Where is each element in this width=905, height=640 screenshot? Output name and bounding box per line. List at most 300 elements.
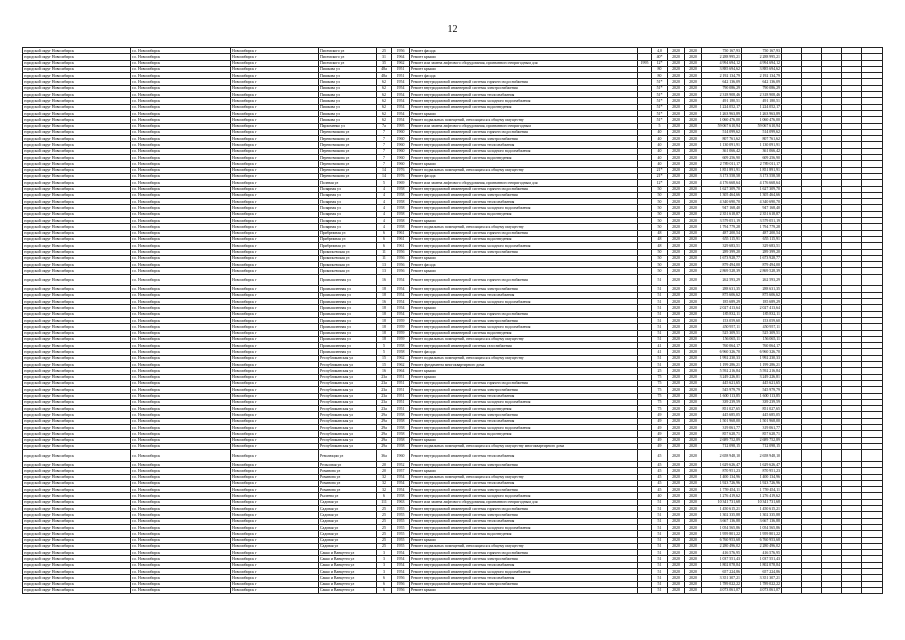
cell-blank	[638, 450, 652, 462]
cell-cost: 416 576,95	[702, 550, 742, 556]
cell-house: 3	[377, 569, 392, 575]
cell-street: Республиканская ул	[319, 443, 377, 449]
cell-district: городской округ Новосибирск	[23, 431, 131, 437]
cell-cost: 288 631,35	[702, 286, 742, 292]
cell-plan-year2: 2020	[685, 54, 702, 60]
cell-house: 62	[377, 104, 392, 110]
cell-municipality: г.о. Новосибирск	[131, 268, 231, 274]
cell-house: 11	[377, 249, 392, 255]
cell-plan-year2: 2020	[685, 543, 702, 549]
cell-locality: Новосибирск г	[231, 286, 319, 292]
cell-locality: Новосибирск г	[231, 437, 319, 443]
cell-locality: Новосибирск г	[231, 305, 319, 311]
cell-plan-year2: 2020	[685, 85, 702, 91]
cell-plan-year2: 2020	[685, 462, 702, 468]
cell-built-year: 1955	[392, 524, 410, 530]
cell-house: 25	[377, 524, 392, 530]
cell-plan-year: 2020	[668, 587, 685, 593]
cell-cost2: 450 957,11	[742, 324, 782, 330]
cell-house: 23а	[377, 399, 392, 405]
cell-municipality: г.о. Новосибирск	[131, 249, 231, 255]
cell-municipality: г.о. Новосибирск	[131, 362, 231, 368]
cell-house: 20	[377, 462, 392, 468]
cell-built-year: 1954	[392, 311, 410, 317]
cell-work: Ремонт внутридомовой инженерной системы водоотведения	[410, 431, 638, 437]
cell-cost: 6 760 953,68	[702, 537, 742, 543]
cell-work: Ремонт внутридомовой инженерной системы электроснабжения	[410, 412, 638, 418]
cell-house: 25	[377, 543, 392, 549]
cell-street: Республиканская ул	[319, 355, 377, 361]
cell-cost: 445 685,05	[702, 412, 742, 418]
cell-repair-year: 75	[652, 374, 668, 380]
cell-plan-year2: 2020	[685, 380, 702, 386]
cell-work: Ремонт внутридомовой инженерной системы электроснабжения	[410, 249, 638, 255]
cell-cost2: 1 054 565,86	[742, 524, 782, 530]
cell-built-year: 1951	[392, 66, 410, 72]
cell-cost: 2 192 134,79	[702, 73, 742, 79]
cell-municipality: г.о. Новосибирск	[131, 518, 231, 524]
cell-work: Ремонт внутридомовой инженерной системы холодного водоснабжения	[410, 493, 638, 499]
cell-repair-year: 51	[652, 299, 668, 305]
cell-plan-year2: 2020	[685, 218, 702, 224]
cell-plan-year: 2020	[668, 205, 685, 211]
cell-plan-year2: 2020	[685, 480, 702, 486]
cell-house: 18	[377, 317, 392, 323]
cell-cost: 3 173 558,58	[702, 173, 742, 179]
cell-municipality: г.о. Новосибирск	[131, 117, 231, 123]
cell-repair-year: 51	[652, 556, 668, 562]
cell-plan-year2: 2020	[685, 286, 702, 292]
cell-work: Ремонт внутридомовой инженерной системы холодного водоснабжения	[410, 399, 638, 405]
cell-municipality: г.о. Новосибирск	[131, 73, 231, 79]
cell-built-year: 1954	[392, 274, 410, 286]
cell-street: Республиканская ул	[319, 418, 377, 424]
cell-district: городской округ Новосибирск	[23, 524, 131, 530]
cell-cost2: 1 629 626,47	[742, 462, 782, 468]
cell-work: Ремонт крыши	[410, 368, 638, 374]
cell-district: городской округ Новосибирск	[23, 148, 131, 154]
cell-built-year: 1964	[392, 54, 410, 60]
cell-work: Ремонт крыши	[410, 255, 638, 261]
cell-plan-year: 2020	[668, 249, 685, 255]
cell-district: городской округ Новосибирск	[23, 173, 131, 179]
cell-work: Ремонт внутридомовой инженерной системы горячего водоснабжения	[410, 506, 638, 512]
cell-plan-year2: 2020	[685, 524, 702, 530]
cell-street: Прибрежная ул	[319, 236, 377, 242]
cell-plan-year: 2020	[668, 443, 685, 449]
cell-district: городской округ Новосибирск	[23, 480, 131, 486]
cell-built-year: 1954	[392, 79, 410, 85]
cell-work: Ремонт внутридомовой инженерной системы горячего водоснабжения	[410, 230, 638, 236]
cell-cost2: 416 576,95	[742, 550, 782, 556]
cell-built-year: 1958	[392, 186, 410, 192]
cell-street: Полярная ул	[319, 192, 377, 198]
cell-municipality: г.о. Новосибирск	[131, 129, 231, 135]
cell-cost2: 1 923 726,96	[742, 480, 782, 486]
cell-district: городской округ Новосибирск	[23, 324, 131, 330]
cell-cost2: 1 759 454,11	[742, 487, 782, 493]
cell-street: Сакко и Ванцетти ул	[319, 575, 377, 581]
cell-blank: 1995	[638, 60, 652, 66]
cell-c3	[822, 587, 842, 593]
cell-cost: 545 979,79	[702, 387, 742, 393]
cell-cost: 262 593,29	[702, 274, 742, 286]
cell-house: 29а	[377, 425, 392, 431]
cell-cost2: 857 628,71	[742, 431, 782, 437]
cell-cost2: 1 600 113,85	[742, 393, 782, 399]
cell-plan-year2: 2020	[685, 224, 702, 230]
cell-locality: Новосибирск г	[231, 236, 319, 242]
cell-cost2: 807 761,62	[742, 136, 782, 142]
cell-c1	[782, 274, 802, 286]
cell-municipality: г.о. Новосибирск	[131, 161, 231, 167]
cell-street: Промышленная ул	[319, 317, 377, 323]
cell-plan-year: 2020	[668, 110, 685, 116]
cell-municipality: г.о. Новосибирск	[131, 437, 231, 443]
cell-cost: 185 832,11	[702, 311, 742, 317]
cell-work: Ремонт внутридомовой инженерной системы теплоснабжения	[410, 450, 638, 462]
cell-cost2: 1 959 801,22	[742, 531, 782, 537]
cell-plan-year: 2020	[668, 412, 685, 418]
cell-locality: Новосибирск г	[231, 493, 319, 499]
cell-locality: Новосибирск г	[231, 92, 319, 98]
cell-plan-year: 2020	[668, 243, 685, 249]
cell-cost2: 445 685,05	[742, 412, 782, 418]
cell-house: 13	[377, 268, 392, 274]
cell-district: городской округ Новосибирск	[23, 474, 131, 480]
cell-street: Промышленная ул	[319, 349, 377, 355]
cell-cost2: 59 067 610,94	[742, 123, 782, 129]
cell-district: городской округ Новосибирск	[23, 167, 131, 173]
cell-plan-year: 2020	[668, 468, 685, 474]
cell-house: 32	[377, 480, 392, 486]
cell-cost: 3 351 307,21	[702, 575, 742, 581]
cell-cost: 1 629 626,47	[702, 462, 742, 468]
cell-plan-year: 2020	[668, 136, 685, 142]
cell-locality: Новосибирск г	[231, 450, 319, 462]
cell-municipality: г.о. Новосибирск	[131, 180, 231, 186]
cell-plan-year2: 2020	[685, 161, 702, 167]
cell-district: городской округ Новосибирск	[23, 374, 131, 380]
cell-plan-year: 2020	[668, 556, 685, 562]
cell-plan-year2: 2020	[685, 317, 702, 323]
cell-work: Ремонт внутридомовой инженерной системы теплоснабжения	[410, 142, 638, 148]
cell-street: Сакко и Ванцетти ул	[319, 569, 377, 575]
cell-cost: 4 340 690,70	[702, 199, 742, 205]
cell-repair-year: 40*	[652, 54, 668, 60]
cell-built-year: 1960	[392, 142, 410, 148]
cell-work: Ремонт фасада	[410, 262, 638, 268]
cell-locality: Новосибирск г	[231, 79, 319, 85]
cell-district: городской округ Новосибирск	[23, 292, 131, 298]
cell-cost: 1 627 309,70	[702, 186, 742, 192]
cell-repair-year: 40	[652, 493, 668, 499]
cell-locality: Новосибирск г	[231, 249, 319, 255]
cell-repair-year: 50	[652, 205, 668, 211]
cell-plan-year2: 2020	[685, 262, 702, 268]
cell-plan-year2: 2020	[685, 587, 702, 593]
cell-built-year: 1954	[392, 92, 410, 98]
cell-plan-year2: 2020	[685, 173, 702, 179]
cell-cost: 5 592 216,84	[702, 368, 742, 374]
repair-register-table	[22, 47, 883, 594]
cell-cost: 1 501 968,00	[702, 418, 742, 424]
cell-locality: Новосибирск г	[231, 161, 319, 167]
cell-built-year: 1954	[392, 305, 410, 311]
cell-work: Ремонт крыши	[410, 537, 638, 543]
cell-house: 4	[377, 211, 392, 217]
cell-plan-year2: 2020	[685, 450, 702, 462]
cell-cost2: 3 579 051,19	[742, 218, 782, 224]
cell-work: Ремонт внутридомовой инженерной системы теплоснабжения	[410, 575, 638, 581]
cell-district: городской округ Новосибирск	[23, 243, 131, 249]
cell-cost: 2 689 752,89	[702, 437, 742, 443]
cell-plan-year2: 2020	[685, 387, 702, 393]
cell-plan-year: 2020	[668, 499, 685, 505]
cell-district: городской округ Новосибирск	[23, 286, 131, 292]
cell-house: 7	[377, 155, 392, 161]
cell-street: Республиканская ул	[319, 368, 377, 374]
cell-house: 111	[377, 499, 392, 505]
cell-locality: Новосибирск г	[231, 117, 319, 123]
cell-built-year: 1960	[392, 136, 410, 142]
cell-district: городской округ Новосибирск	[23, 110, 131, 116]
cell-street: Пархоменко ул	[319, 123, 377, 129]
cell-plan-year: 2020	[668, 192, 685, 198]
cell-plan-year: 2020	[668, 286, 685, 292]
cell-plan-year: 2020	[668, 550, 685, 556]
cell-work: Ремонт крыши	[410, 305, 638, 311]
cell-cost: 657 224,86	[702, 569, 742, 575]
cell-district: городской округ Новосибирск	[23, 418, 131, 424]
cell-municipality: г.о. Новосибирск	[131, 218, 231, 224]
cell-plan-year: 2020	[668, 518, 685, 524]
cell-cost: 487 200,54	[702, 230, 742, 236]
cell-cost2: 2 789 011,17	[742, 161, 782, 167]
cell-built-year: 1954	[392, 117, 410, 123]
cell-plan-year2: 2020	[685, 518, 702, 524]
cell-repair-year: 5	[652, 123, 668, 129]
cell-built-year: 1958	[392, 192, 410, 198]
cell-street: Сакко и Ванцетти ул	[319, 556, 377, 562]
cell-municipality: г.о. Новосибирск	[131, 199, 231, 205]
cell-house: 18	[377, 336, 392, 342]
cell-cost2: 851 027,65	[742, 406, 782, 412]
cell-locality: Новосибирск г	[231, 73, 319, 79]
cell-locality: Новосибирск г	[231, 374, 319, 380]
cell-district: городской округ Новосибирск	[23, 142, 131, 148]
cell-built-year: 1954	[392, 299, 410, 305]
cell-work: Ремонт внутридомовой инженерной системы водоотведения	[410, 236, 638, 242]
cell-work: Ремонт крыши	[410, 437, 638, 443]
cell-municipality: г.о. Новосибирск	[131, 60, 231, 66]
cell-cost: 1 600 113,85	[702, 393, 742, 399]
cell-locality: Новосибирск г	[231, 186, 319, 192]
cell-cost2: 3 667 136,88	[742, 518, 782, 524]
cell-cost: 2 869 528,39	[702, 268, 742, 274]
cell-plan-year2: 2020	[685, 537, 702, 543]
cell-locality: Новосибирск г	[231, 499, 319, 505]
cell-municipality: г.о. Новосибирск	[131, 480, 231, 486]
cell-built-year: 1963	[392, 499, 410, 505]
cell-district: городской округ Новосибирск	[23, 575, 131, 581]
cell-work: Ремонт внутридомовой инженерной системы электроснабжения	[410, 286, 638, 292]
cell-municipality: г.о. Новосибирск	[131, 255, 231, 261]
cell-work: Ремонт крыши	[410, 54, 638, 60]
cell-built-year: 1964	[392, 368, 410, 374]
cell-municipality: г.о. Новосибирск	[131, 343, 231, 349]
cell-repair-year: 40	[652, 155, 668, 161]
cell-cost: 450 957,11	[702, 324, 742, 330]
cell-cost2: 655 115,91	[742, 236, 782, 242]
cell-district: городской округ Новосибирск	[23, 343, 131, 349]
cell-cost: 750 167,93	[702, 48, 742, 54]
cell-repair-year: 51	[652, 274, 668, 286]
cell-house: 6	[377, 230, 392, 236]
cell-work: Ремонт внутридомовой инженерной системы теплоснабжения	[410, 393, 638, 399]
cell-locality: Новосибирск г	[231, 355, 319, 361]
cell-house: 20	[377, 468, 392, 474]
cell-work: Ремонт внутридомовой инженерной системы электроснабжения	[410, 387, 638, 393]
cell-municipality: г.о. Новосибирск	[131, 355, 231, 361]
cell-house: 7	[377, 142, 392, 148]
cell-plan-year: 2020	[668, 167, 685, 173]
cell-plan-year2: 2020	[685, 186, 702, 192]
cell-built-year: 1954	[392, 104, 410, 110]
cell-built-year: 1962	[392, 60, 410, 66]
cell-work: Ремонт внутридомовой инженерной системы электроснабжения	[410, 317, 638, 323]
cell-plan-year: 2020	[668, 506, 685, 512]
cell-house: 23а	[377, 374, 392, 380]
cell-municipality: г.о. Новосибирск	[131, 524, 231, 530]
cell-district: городской округ Новосибирск	[23, 393, 131, 399]
cell-plan-year: 2020	[668, 330, 685, 336]
cell-district: городской округ Новосибирск	[23, 199, 131, 205]
cell-municipality: г.о. Новосибирск	[131, 569, 231, 575]
cell-work: Ремонт внутридомовой инженерной системы водоотведения	[410, 330, 638, 336]
cell-work: Ремонт или замена лифтового оборудования, признанного непригодным для	[410, 60, 638, 66]
cell-c5	[862, 274, 883, 286]
cell-municipality: г.о. Новосибирск	[131, 462, 231, 468]
cell-repair-year: 49	[652, 431, 668, 437]
cell-municipality: г.о. Новосибирск	[131, 173, 231, 179]
cell-district: городской округ Новосибирск	[23, 117, 131, 123]
cell-cost2: 2 027 413,64	[742, 305, 782, 311]
cell-plan-year2: 2020	[685, 362, 702, 368]
cell-c4	[842, 450, 862, 462]
cell-cost: 289 399,20	[702, 249, 742, 255]
cell-district: городской округ Новосибирск	[23, 54, 131, 60]
cell-repair-year: 50	[652, 218, 668, 224]
cell-work: Ремонт внутридомовой инженерной системы электроснабжения	[410, 136, 638, 142]
cell-work: Ремонт фасада	[410, 73, 638, 79]
cell-built-year: 1958	[392, 224, 410, 230]
cell-cost2: 2 288 995,21	[742, 54, 782, 60]
cell-cost: 875 606,62	[702, 292, 742, 298]
cell-street: Республиканская ул	[319, 406, 377, 412]
cell-built-year: 1954	[392, 110, 410, 116]
cell-repair-year: 49	[652, 443, 668, 449]
cell-house: 29а	[377, 431, 392, 437]
cell-municipality: г.о. Новосибирск	[131, 230, 231, 236]
cell-house: 62	[377, 85, 392, 91]
cell-cost: 1 263 963,89	[702, 110, 742, 116]
cell-municipality: г.о. Новосибирск	[131, 79, 231, 85]
cell-house: 25	[377, 537, 392, 543]
cell-municipality: г.о. Новосибирск	[131, 104, 231, 110]
cell-cost: 1 789 022,22	[702, 581, 742, 587]
cell-house: 4	[377, 205, 392, 211]
cell-house: 16	[377, 274, 392, 286]
cell-repair-year: 50	[652, 262, 668, 268]
cell-street: Романова ул	[319, 474, 377, 480]
cell-cost: 1 802 078,84	[702, 562, 742, 568]
cell-repair-year: 41	[652, 343, 668, 349]
cell-plan-year2: 2020	[685, 556, 702, 562]
cell-street: Пишкова ул	[319, 66, 377, 72]
cell-locality: Новосибирск г	[231, 311, 319, 317]
cell-municipality: г.о. Новосибирск	[131, 368, 231, 374]
cell-locality: Новосибирск г	[231, 192, 319, 198]
cell-cost: 1 199 286,21	[702, 362, 742, 368]
cell-work: Ремонт подвальных помещений, относящихся к общему имуществу	[410, 474, 638, 480]
cell-plan-year2: 2020	[685, 468, 702, 474]
cell-street: Прибрежная ул	[319, 243, 377, 249]
cell-cost2: 289 399,20	[742, 249, 782, 255]
cell-plan-year2: 2020	[685, 129, 702, 135]
cell-built-year: 1951	[392, 393, 410, 399]
cell-plan-year2: 2020	[685, 431, 702, 437]
cell-street: Писемского ул	[319, 60, 377, 66]
cell-municipality: г.о. Новосибирск	[131, 299, 231, 305]
cell-cost: 445 621,65	[702, 380, 742, 386]
cell-district: городской округ Новосибирск	[23, 180, 131, 186]
cell-plan-year: 2020	[668, 512, 685, 518]
cell-repair-year: 50	[652, 255, 668, 261]
cell-plan-year2: 2020	[685, 581, 702, 587]
cell-plan-year: 2020	[668, 343, 685, 349]
cell-work: Ремонт подвальных помещений, относящихся к общему имуществу многоквартирного дома	[410, 443, 638, 449]
cell-work: Ремонт внутридомовой инженерной системы холодного водоснабжения	[410, 299, 638, 305]
cell-cost2: 156 065,11	[742, 336, 782, 342]
cell-cost: 1 959 801,22	[702, 531, 742, 537]
cell-cost2: 790 086,29	[742, 85, 782, 91]
cell-district: городской округ Новосибирск	[23, 155, 131, 161]
cell-district: городской округ Новосибирск	[23, 569, 131, 575]
cell-built-year: 1959	[392, 336, 410, 342]
cell-plan-year: 2020	[668, 462, 685, 468]
cell-plan-year: 2020	[668, 60, 685, 66]
cell-district: городской округ Новосибирск	[23, 349, 131, 355]
cell-municipality: г.о. Новосибирск	[131, 393, 231, 399]
cell-district: городской округ Новосибирск	[23, 518, 131, 524]
cell-locality: Новосибирск г	[231, 129, 319, 135]
cell-plan-year: 2020	[668, 581, 685, 587]
cell-work: Ремонт внутридомовой инженерной системы теплоснабжения	[410, 199, 638, 205]
cell-plan-year: 2020	[668, 418, 685, 424]
cell-plan-year2: 2020	[685, 487, 702, 493]
cell-locality: Новосибирск г	[231, 110, 319, 116]
cell-cost2: 1 851 891,91	[742, 167, 782, 173]
cell-repair-year: 48	[652, 236, 668, 242]
cell-plan-year2: 2020	[685, 104, 702, 110]
cell-house: 3	[377, 562, 392, 568]
cell-locality: Новосибирск г	[231, 218, 319, 224]
cell-repair-year: 40	[652, 148, 668, 154]
cell-locality: Новосибирск г	[231, 380, 319, 386]
cell-plan-year2: 2020	[685, 531, 702, 537]
cell-cost: 3 249 226,81	[702, 374, 742, 380]
